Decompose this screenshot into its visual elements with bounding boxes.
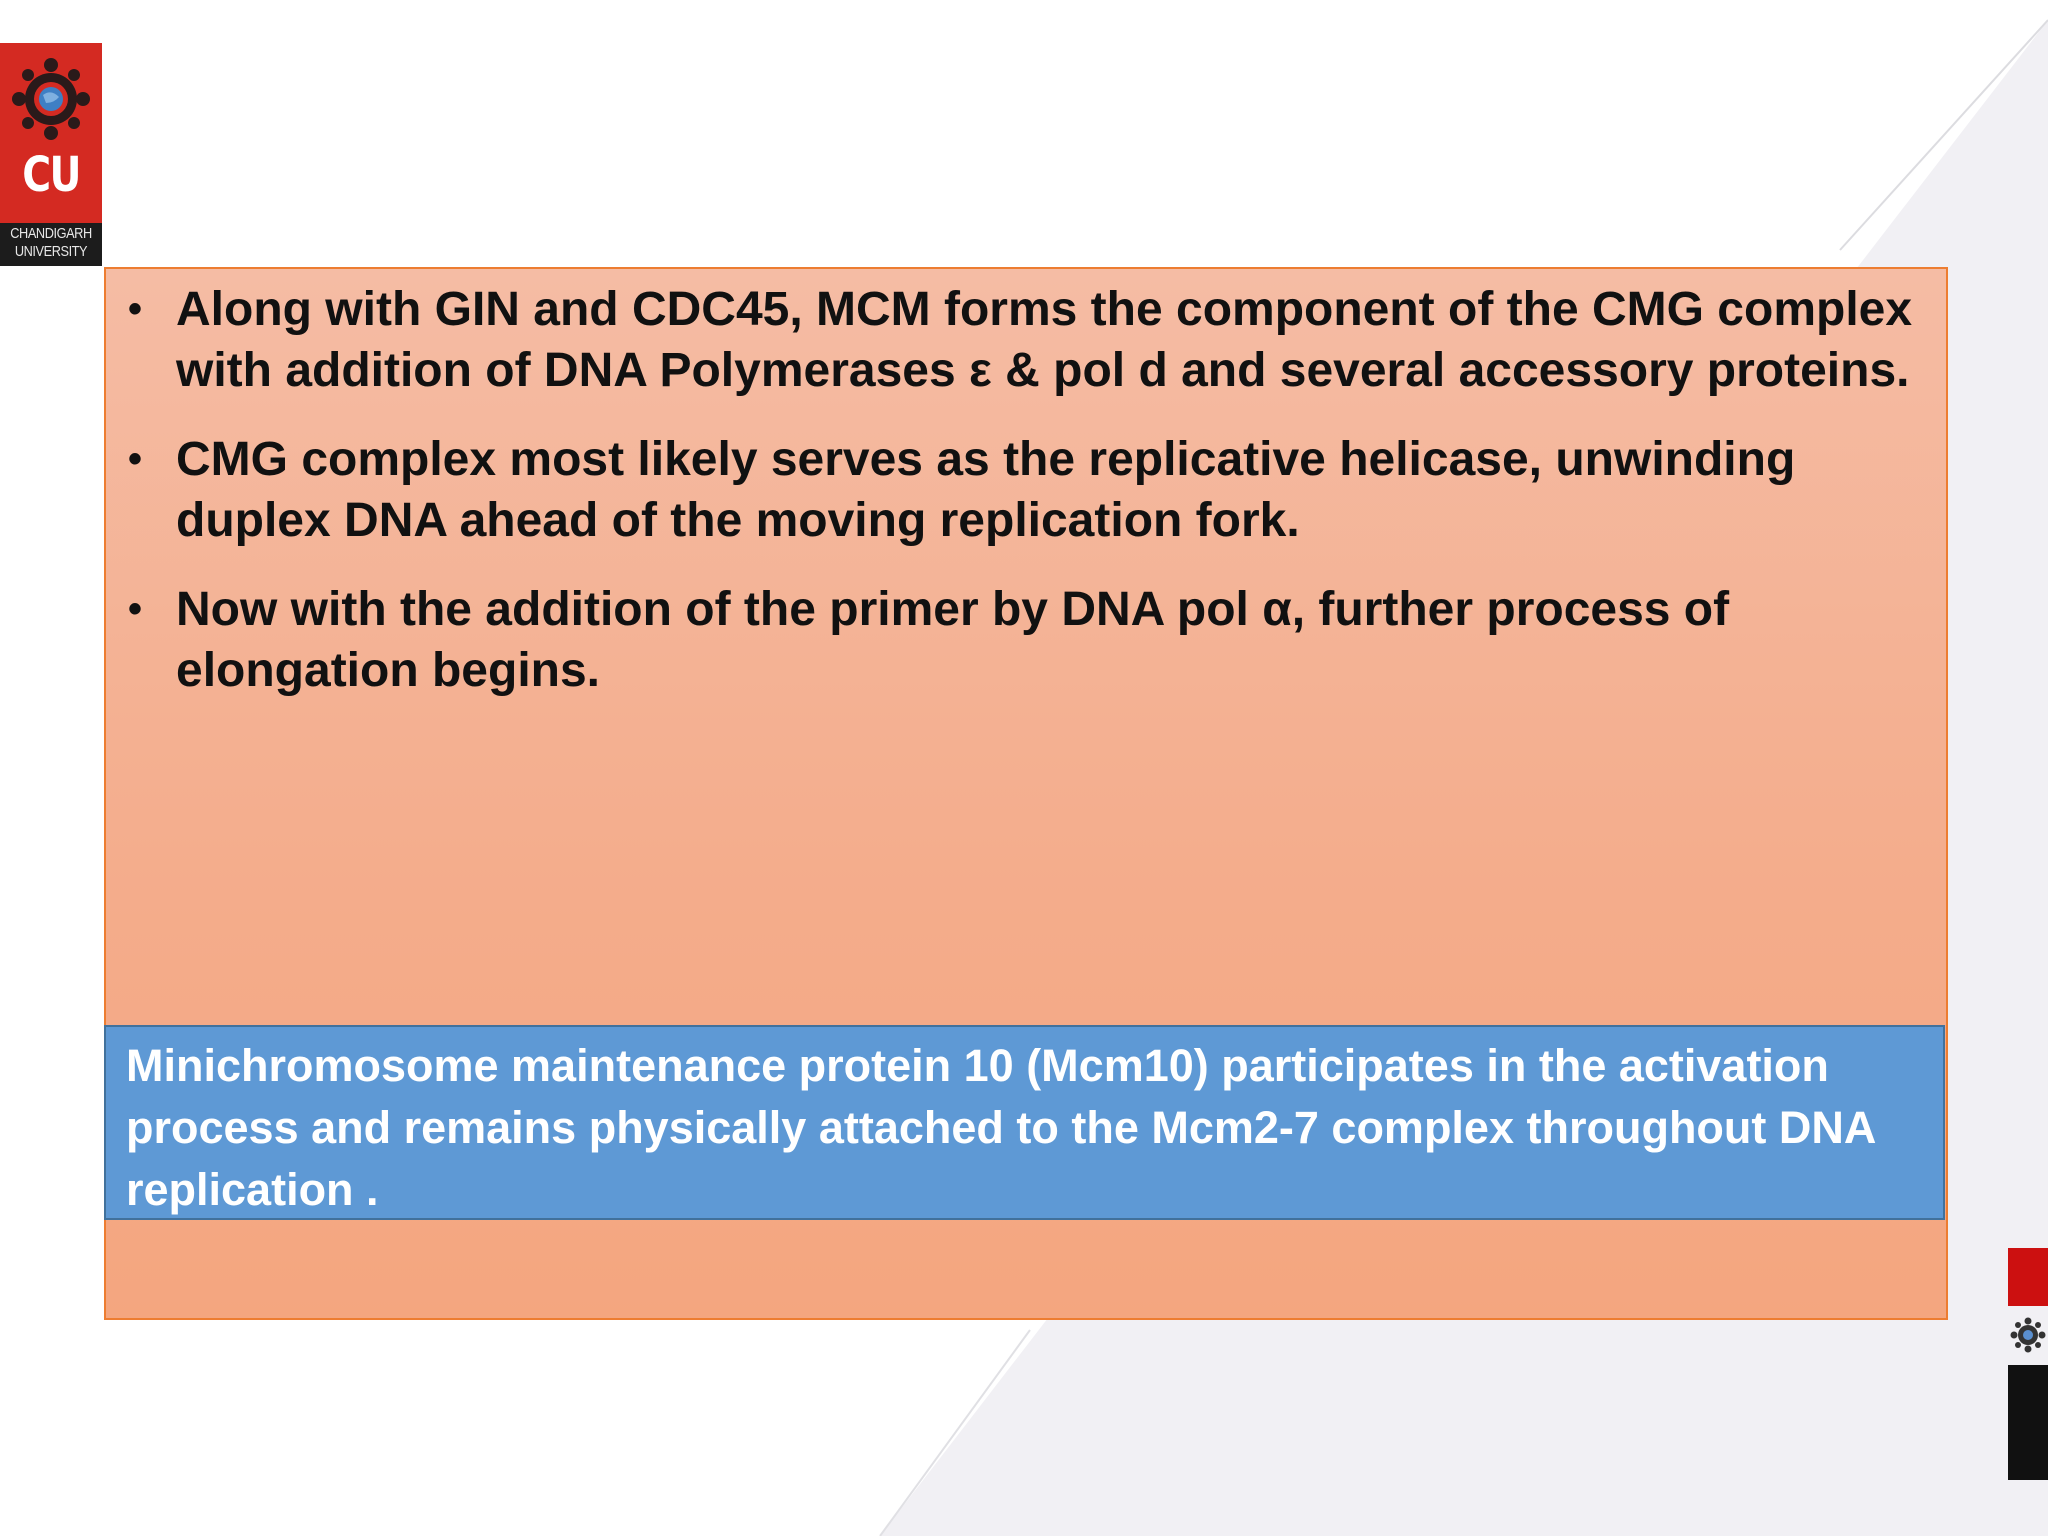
bullet-text: Now with the addition of the primer by DNA pol α, further process of elongation begins. <box>176 583 1730 697</box>
side-marker-red <box>2008 1248 2048 1306</box>
logo-name-line2: UNIVERSITY <box>14 243 88 260</box>
bullet-text: CMG complex most likely serves as the replicative helicase, unwinding duplex DNA ahead of the moving replication fork. <box>176 433 1796 547</box>
logo-university-name <box>8 225 95 261</box>
info-callout-text: Minichromosome maintenance protein 10 (Mcm10) participates in the activation process and remains physically attached to the Mcm2-7 complex throughout DNA replication . <box>126 1040 1875 1215</box>
bullet-icon: • <box>128 287 143 331</box>
info-callout-box <box>104 1025 1945 1220</box>
bullet-item <box>128 429 1916 551</box>
bullet-icon: • <box>128 437 143 481</box>
side-gear-icon <box>2008 1316 2048 1354</box>
side-marker-black <box>2008 1365 2048 1480</box>
bullet-icon: • <box>128 587 143 631</box>
logo-name-line1: CHANDIGARH <box>10 225 92 242</box>
bullet-item <box>128 279 1916 401</box>
gear-globe-icon <box>10 51 92 147</box>
bullet-item <box>128 579 1916 701</box>
bullet-list <box>128 279 1916 729</box>
bullet-text: Along with GIN and CDC45, MCM forms the component of the CMG complex with addition of DNA Polymerases ε & pol d and several accessory proteins. <box>176 283 1913 397</box>
logo-mark: CU <box>22 147 80 203</box>
university-logo <box>0 43 102 266</box>
